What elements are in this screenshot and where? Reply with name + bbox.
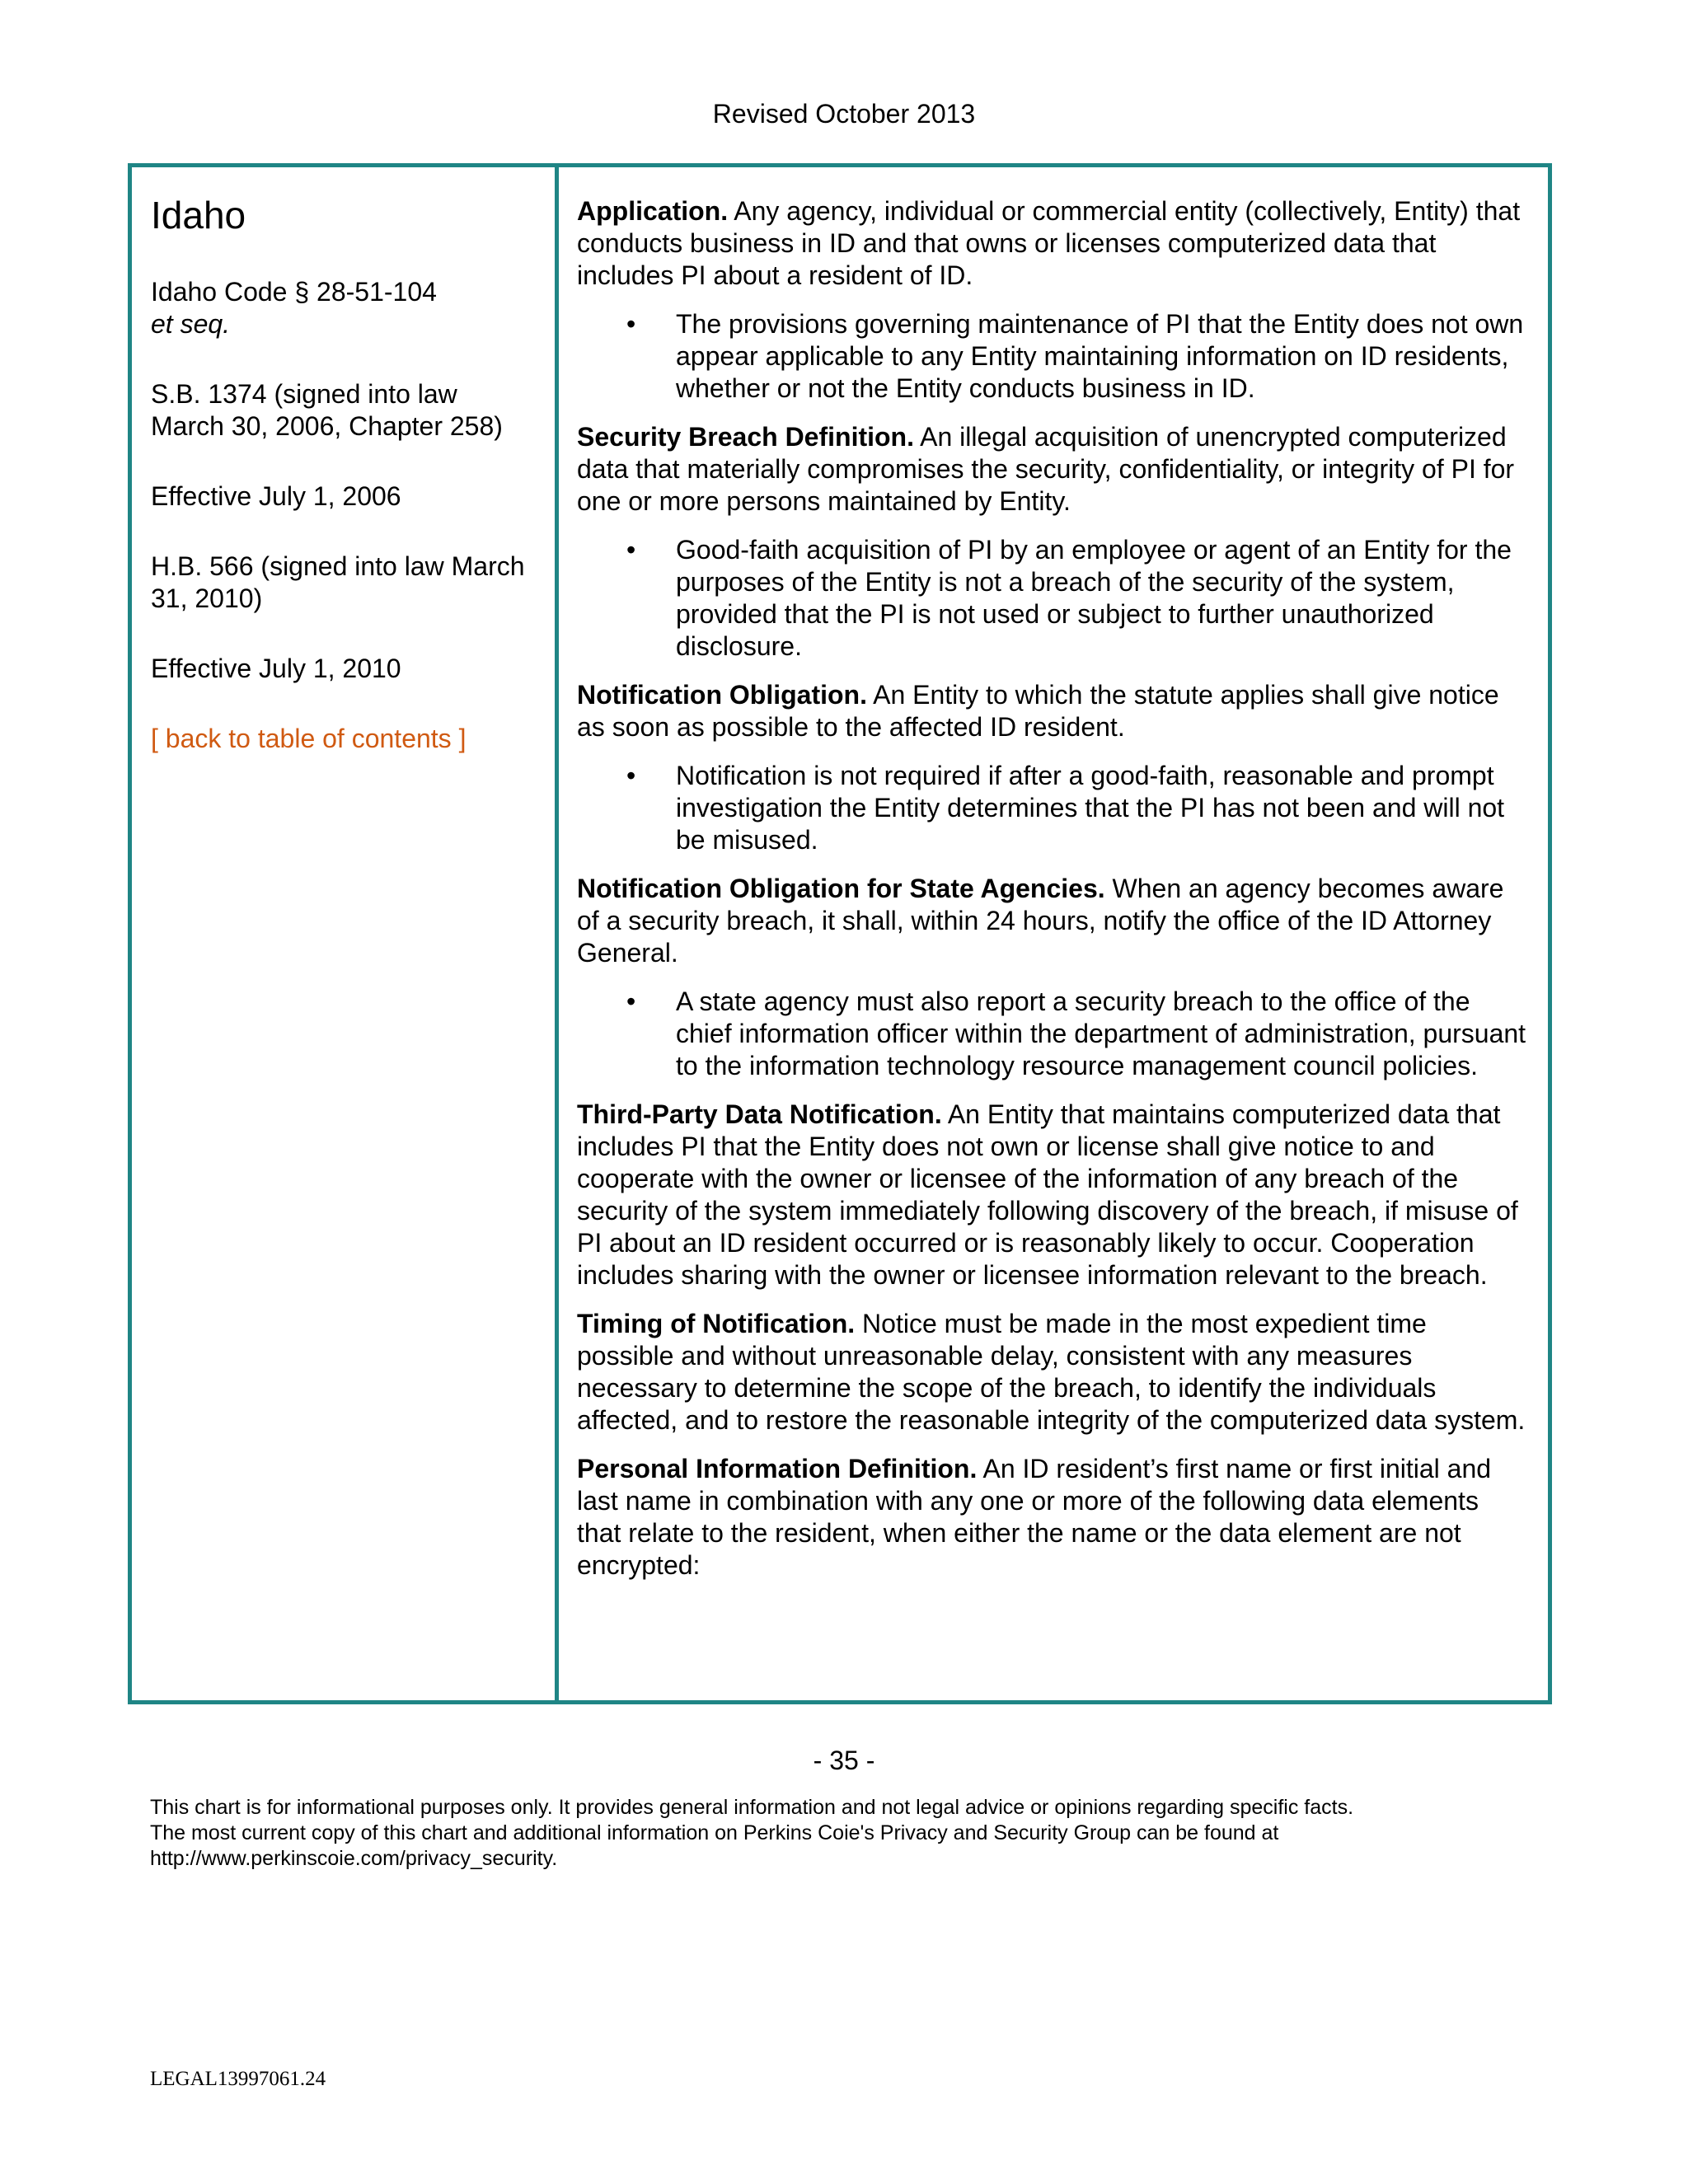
bullet-text: Notification is not required if after a good-faith, reasonable and prompt investigation the Entity determines that the PI has not been and will not be misused. xyxy=(676,761,1505,855)
third-party-text: An Entity that maintains computerized data that includes PI that the Entity does not own or license shall give notice to and cooperate with the owner or licensee of the information of any breach of the security of the system immediately following discovery of the breach, if misuse of PI about an ID resident occurred or is reasonably likely to occur. Cooperation includes sharing with the owner or licensee information relevant to the breach. xyxy=(577,1099,1518,1290)
bullet-icon: • xyxy=(626,535,636,565)
bullet-text: The provisions governing maintenance of PI that the Entity does not own appear applicable to any Entity maintaining information on ID residents, whether or not the Entity conducts business in ID. xyxy=(676,309,1524,403)
list-item xyxy=(577,534,1530,663)
house-bill: H.B. 566 (signed into law March 31, 2010) xyxy=(151,551,525,613)
page-number: - 35 - xyxy=(813,1746,875,1775)
bullet-text: A state agency must also report a security breach to the office of the chief information officer within the department of administration, pursuant to the information technology resource management council policies. xyxy=(676,987,1526,1080)
pi-definition-section xyxy=(577,1453,1530,1582)
state-law-table xyxy=(128,163,1552,1704)
state-name: Idaho xyxy=(151,194,246,237)
notification-section xyxy=(577,679,1530,743)
disclaimer-line: The most current copy of this chart and additional information on Perkins Coie's Privacy and Security Group can be found at xyxy=(150,1821,1279,1844)
list-item xyxy=(577,760,1530,856)
effective-date-2006: Effective July 1, 2006 xyxy=(151,481,401,511)
notification-text: An Entity to which the statute applies shall give notice as soon as possible to the affected ID resident. xyxy=(577,680,1499,742)
notification-heading: Notification Obligation. xyxy=(577,680,867,710)
third-party-section xyxy=(577,1099,1530,1291)
pi-definition-text: An ID resident’s first name or first initial and last name in combination with any one or more of the following data elements that relate to the resident, when either the name or the data element are not encrypted: xyxy=(577,1454,1492,1580)
revised-date: Revised October 2013 xyxy=(712,99,976,129)
statute-citation xyxy=(151,276,537,340)
bullet-icon: • xyxy=(626,761,636,790)
law-summary-column xyxy=(559,167,1548,1700)
document-id: LEGAL13997061.24 xyxy=(150,2068,326,2090)
timing-text: Notice must be made in the most expedient time possible and without unreasonable delay, consistent with any measures necessary to determine the scope of the breach, to identify the individuals affected, and to restore the reasonable integrity of the computerized data system. xyxy=(577,1309,1526,1435)
effective-date-2010: Effective July 1, 2010 xyxy=(151,654,401,683)
disclaimer xyxy=(150,1795,1551,1872)
breach-definition-text: An illegal acquisition of unencrypted computerized data that materially compromises the security, confidentiality, or integrity of PI for one or more persons maintained by Entity. xyxy=(577,422,1515,516)
disclaimer-url: http://www.perkinscoie.com/privacy_security. xyxy=(150,1847,558,1870)
senate-bill: S.B. 1374 (signed into law March 30, 2006, Chapter 258) xyxy=(151,379,503,441)
application-section xyxy=(577,195,1530,292)
state-info-column xyxy=(132,167,559,1700)
timing-section xyxy=(577,1308,1530,1436)
state-agencies-heading: Notification Obligation for State Agencies. xyxy=(577,874,1105,903)
citation-line: Idaho Code § 28-51-104 xyxy=(151,277,437,307)
bullet-icon: • xyxy=(626,987,636,1016)
bullet-text: Good-faith acquisition of PI by an employee or agent of an Entity for the purposes of the Entity is not a breach of the security of the system, provided that the PI is not used or subject to further unauthorized disclosure. xyxy=(676,535,1512,661)
disclaimer-line: This chart is for informational purposes only. It provides general information and not legal advice or opinions regarding specific facts. xyxy=(150,1796,1354,1819)
timing-heading: Timing of Notification. xyxy=(577,1309,856,1338)
pi-definition-heading: Personal Information Definition. xyxy=(577,1454,978,1483)
back-to-toc-link[interactable]: [ back to table of contents ] xyxy=(151,724,467,753)
breach-definition-section xyxy=(577,421,1530,518)
third-party-heading: Third-Party Data Notification. xyxy=(577,1099,942,1129)
citation-et-seq: et seq. xyxy=(151,309,231,339)
state-agencies-text: When an agency becomes aware of a security breach, it shall, within 24 hours, notify the office of the ID Attorney General. xyxy=(577,874,1504,968)
list-item xyxy=(577,986,1530,1082)
state-agencies-section xyxy=(577,873,1530,969)
list-item xyxy=(577,308,1530,405)
breach-definition-heading: Security Breach Definition. xyxy=(577,422,914,452)
application-text: Any agency, individual or commercial entity (collectively, Entity) that conducts business in ID and that owns or licenses computerized data that includes PI about a resident of ID. xyxy=(577,196,1521,290)
bullet-icon: • xyxy=(626,309,636,339)
application-heading: Application. xyxy=(577,196,729,226)
